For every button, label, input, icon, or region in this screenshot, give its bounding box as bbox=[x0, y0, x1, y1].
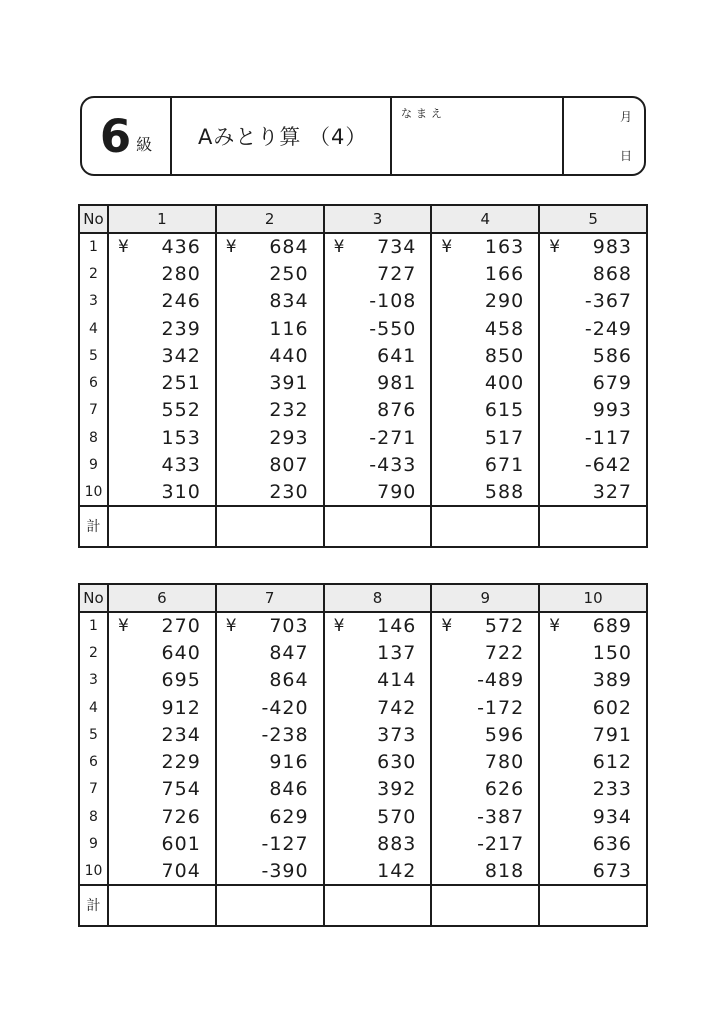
value-cell bbox=[324, 369, 432, 396]
value-cell bbox=[108, 667, 216, 694]
grade-number: 6 bbox=[99, 109, 132, 163]
value-cell bbox=[539, 369, 647, 396]
value-cell bbox=[324, 639, 432, 666]
value-cell bbox=[324, 748, 432, 775]
table-row bbox=[79, 315, 647, 342]
column-header: 9 bbox=[431, 584, 539, 612]
value: 392 bbox=[377, 778, 417, 801]
yen-symbol: ¥ bbox=[118, 237, 129, 258]
value-cell bbox=[324, 233, 432, 260]
table-row bbox=[79, 288, 647, 315]
name-field bbox=[392, 98, 564, 174]
value: 834 bbox=[269, 290, 309, 313]
value-cell bbox=[216, 233, 324, 260]
value: 433 bbox=[161, 454, 201, 477]
total-answer-cell bbox=[324, 885, 432, 926]
table-row bbox=[79, 424, 647, 451]
table-row bbox=[79, 397, 647, 424]
yen-symbol: ¥ bbox=[333, 616, 345, 637]
value: 671 bbox=[484, 454, 525, 477]
table-row bbox=[79, 612, 647, 639]
grade-cell bbox=[82, 98, 172, 174]
value: 400 bbox=[484, 372, 525, 395]
value: 373 bbox=[377, 723, 417, 746]
value-cell bbox=[539, 803, 647, 830]
row-number: 8 bbox=[79, 803, 108, 830]
table-row bbox=[79, 639, 647, 666]
value-cell bbox=[324, 397, 432, 424]
value: 166 bbox=[484, 262, 525, 285]
value: 630 bbox=[377, 751, 417, 774]
total-answer-cell bbox=[108, 506, 216, 547]
value: 517 bbox=[484, 426, 525, 449]
month-label: 月 bbox=[619, 110, 632, 124]
value: -238 bbox=[261, 723, 309, 746]
total-answer-cell bbox=[539, 506, 647, 547]
value: 458 bbox=[484, 317, 525, 340]
value-cell bbox=[108, 424, 216, 451]
value-cell bbox=[431, 397, 539, 424]
value: 981 bbox=[377, 372, 417, 395]
value: 847 bbox=[269, 641, 309, 664]
value-cell bbox=[108, 288, 216, 315]
value-cell bbox=[431, 612, 539, 639]
yen-symbol: ¥ bbox=[441, 616, 453, 637]
value: 695 bbox=[161, 669, 201, 692]
value: 684 bbox=[269, 236, 309, 259]
row-number: 9 bbox=[79, 830, 108, 857]
table-row bbox=[79, 776, 647, 803]
value: 615 bbox=[484, 399, 525, 422]
value: 150 bbox=[592, 641, 632, 664]
value: 636 bbox=[592, 833, 632, 856]
value-cell bbox=[539, 397, 647, 424]
problems-table-6-10 bbox=[78, 583, 648, 927]
total-answer-cell bbox=[216, 885, 324, 926]
value: 726 bbox=[161, 805, 201, 828]
value-cell bbox=[431, 803, 539, 830]
value-cell bbox=[539, 612, 647, 639]
row-number: 5 bbox=[79, 342, 108, 369]
total-answer-cell bbox=[216, 506, 324, 547]
value-cell bbox=[324, 858, 432, 885]
column-header: 8 bbox=[324, 584, 432, 612]
value: 640 bbox=[161, 641, 201, 664]
total-label: 計 bbox=[79, 885, 108, 926]
value: 883 bbox=[377, 833, 417, 856]
value-cell bbox=[324, 694, 432, 721]
value-cell bbox=[108, 369, 216, 396]
total-answer-cell bbox=[539, 885, 647, 926]
value: -433 bbox=[369, 454, 417, 477]
value-cell bbox=[108, 315, 216, 342]
column-header: 5 bbox=[539, 205, 647, 233]
table-row bbox=[79, 451, 647, 478]
value: 722 bbox=[484, 641, 525, 664]
value: 270 bbox=[161, 615, 201, 638]
value-cell bbox=[431, 694, 539, 721]
value-cell bbox=[216, 694, 324, 721]
value: 742 bbox=[377, 696, 417, 719]
table-row bbox=[79, 858, 647, 885]
value-cell bbox=[431, 315, 539, 342]
value-cell bbox=[108, 803, 216, 830]
value: 588 bbox=[484, 480, 525, 503]
yen-symbol: ¥ bbox=[549, 237, 561, 258]
value: 727 bbox=[377, 262, 417, 285]
column-header: 3 bbox=[324, 205, 432, 233]
value: 876 bbox=[377, 399, 417, 422]
value: -642 bbox=[584, 454, 632, 477]
value: 790 bbox=[377, 480, 417, 503]
table-row bbox=[79, 479, 647, 506]
value: 673 bbox=[592, 859, 632, 882]
value: 280 bbox=[161, 262, 201, 285]
column-header: 2 bbox=[216, 205, 324, 233]
value-cell bbox=[431, 233, 539, 260]
row-number: 7 bbox=[79, 776, 108, 803]
row-number: 1 bbox=[79, 612, 108, 639]
value-cell bbox=[216, 748, 324, 775]
value-cell bbox=[431, 776, 539, 803]
value: 596 bbox=[484, 723, 525, 746]
value: 233 bbox=[592, 778, 632, 801]
yen-symbol: ¥ bbox=[441, 237, 453, 258]
value: 734 bbox=[377, 236, 417, 259]
value-cell bbox=[216, 397, 324, 424]
value-cell bbox=[108, 397, 216, 424]
value: -127 bbox=[261, 833, 309, 856]
row-number: 8 bbox=[79, 424, 108, 451]
value-cell bbox=[216, 667, 324, 694]
value: 391 bbox=[269, 372, 309, 395]
value: 290 bbox=[484, 290, 525, 313]
value: 641 bbox=[377, 344, 417, 367]
table-row bbox=[79, 667, 647, 694]
value-cell bbox=[431, 288, 539, 315]
value: 414 bbox=[377, 669, 417, 692]
table-row bbox=[79, 369, 647, 396]
value-cell bbox=[216, 612, 324, 639]
value: 679 bbox=[592, 372, 632, 395]
value: 440 bbox=[269, 344, 309, 367]
value-cell bbox=[216, 260, 324, 287]
value-cell bbox=[108, 260, 216, 287]
name-label: なまえ bbox=[401, 107, 446, 120]
row-number: 5 bbox=[79, 721, 108, 748]
value: 142 bbox=[377, 859, 417, 882]
yen-symbol: ¥ bbox=[225, 616, 237, 637]
row-number: 2 bbox=[79, 639, 108, 666]
value: -367 bbox=[584, 290, 632, 313]
value: -217 bbox=[477, 833, 525, 856]
value: 137 bbox=[377, 641, 417, 664]
value: 229 bbox=[161, 751, 201, 774]
row-number: 6 bbox=[79, 748, 108, 775]
value-cell bbox=[324, 315, 432, 342]
value: -550 bbox=[369, 317, 417, 340]
value: -390 bbox=[261, 859, 309, 882]
value-cell bbox=[108, 479, 216, 506]
value: 780 bbox=[484, 751, 525, 774]
row-number: 3 bbox=[79, 667, 108, 694]
yen-symbol: ¥ bbox=[549, 616, 561, 637]
value-cell bbox=[431, 424, 539, 451]
value: 807 bbox=[269, 454, 309, 477]
value-cell bbox=[431, 858, 539, 885]
value: 251 bbox=[161, 372, 201, 395]
value: 552 bbox=[161, 399, 201, 422]
value-cell bbox=[539, 830, 647, 857]
value: 342 bbox=[161, 344, 201, 367]
value-cell bbox=[539, 479, 647, 506]
value: 572 bbox=[484, 615, 525, 638]
value-cell bbox=[216, 721, 324, 748]
value: 234 bbox=[161, 723, 201, 746]
value: -271 bbox=[369, 426, 417, 449]
value-cell bbox=[539, 315, 647, 342]
row-number: 1 bbox=[79, 233, 108, 260]
value-cell bbox=[539, 342, 647, 369]
value-cell bbox=[108, 451, 216, 478]
value-cell bbox=[108, 748, 216, 775]
value: 163 bbox=[484, 236, 525, 259]
value-cell bbox=[431, 260, 539, 287]
value: 146 bbox=[377, 615, 417, 638]
value-cell bbox=[539, 748, 647, 775]
value: -387 bbox=[477, 805, 525, 828]
total-answer-cell bbox=[324, 506, 432, 547]
table-row bbox=[79, 721, 647, 748]
value: 689 bbox=[592, 615, 632, 638]
value: 850 bbox=[484, 344, 525, 367]
value: 912 bbox=[161, 696, 201, 719]
value-cell bbox=[108, 233, 216, 260]
value: -108 bbox=[369, 290, 417, 313]
value: 626 bbox=[484, 778, 525, 801]
total-row bbox=[79, 506, 647, 547]
no-column-header: No bbox=[79, 205, 108, 233]
value-cell bbox=[539, 451, 647, 478]
value: 791 bbox=[592, 723, 632, 746]
value-cell bbox=[108, 858, 216, 885]
row-number: 9 bbox=[79, 451, 108, 478]
problems-table-1-5 bbox=[78, 204, 648, 548]
row-number: 3 bbox=[79, 288, 108, 315]
row-number: 4 bbox=[79, 694, 108, 721]
grade-suffix: 級 bbox=[136, 134, 153, 154]
value: 846 bbox=[269, 778, 309, 801]
row-number: 10 bbox=[79, 858, 108, 885]
value-cell bbox=[539, 260, 647, 287]
value-cell bbox=[324, 830, 432, 857]
column-header: 1 bbox=[108, 205, 216, 233]
value-cell bbox=[216, 639, 324, 666]
value: 612 bbox=[592, 751, 632, 774]
value: 116 bbox=[269, 317, 309, 340]
value: 703 bbox=[269, 615, 309, 638]
value-cell bbox=[539, 639, 647, 666]
no-column-header: No bbox=[79, 584, 108, 612]
table-row bbox=[79, 233, 647, 260]
value-cell bbox=[324, 721, 432, 748]
row-number: 7 bbox=[79, 397, 108, 424]
value-cell bbox=[108, 612, 216, 639]
value-cell bbox=[216, 288, 324, 315]
value-cell bbox=[108, 694, 216, 721]
value-cell bbox=[431, 721, 539, 748]
value: 983 bbox=[592, 236, 632, 259]
table-row bbox=[79, 803, 647, 830]
value: 570 bbox=[377, 805, 417, 828]
value: 818 bbox=[484, 859, 525, 882]
row-number: 2 bbox=[79, 260, 108, 287]
total-answer-cell bbox=[431, 506, 539, 547]
value-cell bbox=[431, 748, 539, 775]
value-cell bbox=[216, 451, 324, 478]
row-number: 4 bbox=[79, 315, 108, 342]
value-cell bbox=[216, 858, 324, 885]
row-number: 6 bbox=[79, 369, 108, 396]
value-cell bbox=[216, 776, 324, 803]
value-cell bbox=[539, 233, 647, 260]
value: -172 bbox=[477, 696, 525, 719]
value: 868 bbox=[592, 262, 632, 285]
value-cell bbox=[539, 776, 647, 803]
table-row bbox=[79, 748, 647, 775]
value: 230 bbox=[269, 480, 309, 503]
column-header: 10 bbox=[539, 584, 647, 612]
table-row bbox=[79, 260, 647, 287]
value: 601 bbox=[161, 833, 201, 856]
value-cell bbox=[216, 424, 324, 451]
value-cell bbox=[324, 260, 432, 287]
value-cell bbox=[539, 721, 647, 748]
value: -489 bbox=[477, 669, 525, 692]
value-cell bbox=[216, 369, 324, 396]
yen-symbol: ¥ bbox=[118, 616, 129, 637]
table-row bbox=[79, 694, 647, 721]
value: 934 bbox=[592, 805, 632, 828]
value-cell bbox=[431, 451, 539, 478]
value-cell bbox=[324, 424, 432, 451]
yen-symbol: ¥ bbox=[225, 237, 237, 258]
day-label: 日 bbox=[619, 149, 632, 163]
value-cell bbox=[431, 639, 539, 666]
value: 293 bbox=[269, 426, 309, 449]
total-answer-cell bbox=[431, 885, 539, 926]
column-header: 7 bbox=[216, 584, 324, 612]
value: 310 bbox=[161, 480, 201, 503]
value: 389 bbox=[592, 669, 632, 692]
value-cell bbox=[324, 803, 432, 830]
value: 993 bbox=[592, 399, 632, 422]
total-answer-cell bbox=[108, 885, 216, 926]
value: 586 bbox=[592, 344, 632, 367]
table-row bbox=[79, 342, 647, 369]
value: 327 bbox=[592, 480, 632, 503]
value-cell bbox=[324, 342, 432, 369]
value: -420 bbox=[261, 696, 309, 719]
value-cell bbox=[431, 667, 539, 694]
value-cell bbox=[539, 288, 647, 315]
value-cell bbox=[324, 776, 432, 803]
value-cell bbox=[324, 288, 432, 315]
value: 916 bbox=[269, 751, 309, 774]
value: 864 bbox=[269, 669, 309, 692]
value: 153 bbox=[161, 426, 201, 449]
value-cell bbox=[324, 451, 432, 478]
total-label: 計 bbox=[79, 506, 108, 547]
value: 232 bbox=[269, 399, 309, 422]
value-cell bbox=[108, 342, 216, 369]
value-cell bbox=[431, 479, 539, 506]
value: 629 bbox=[269, 805, 309, 828]
value-cell bbox=[216, 830, 324, 857]
yen-symbol: ¥ bbox=[333, 237, 345, 258]
value-cell bbox=[431, 830, 539, 857]
value: 250 bbox=[269, 262, 309, 285]
value-cell bbox=[216, 315, 324, 342]
value-cell bbox=[539, 694, 647, 721]
value-cell bbox=[324, 667, 432, 694]
value-cell bbox=[108, 721, 216, 748]
value-cell bbox=[216, 479, 324, 506]
value: 246 bbox=[161, 290, 201, 313]
date-field bbox=[564, 98, 644, 174]
value: 704 bbox=[161, 859, 201, 882]
table-row bbox=[79, 830, 647, 857]
column-header: 4 bbox=[431, 205, 539, 233]
value: -117 bbox=[584, 426, 632, 449]
worksheet-header bbox=[80, 96, 646, 176]
page-title: Aみとり算 （4） bbox=[198, 125, 368, 149]
value-cell bbox=[108, 830, 216, 857]
value-cell bbox=[216, 803, 324, 830]
value-cell bbox=[324, 479, 432, 506]
value-cell bbox=[431, 369, 539, 396]
value-cell bbox=[216, 342, 324, 369]
value-cell bbox=[108, 639, 216, 666]
value: 239 bbox=[161, 317, 201, 340]
value-cell bbox=[539, 858, 647, 885]
column-header: 6 bbox=[108, 584, 216, 612]
value: -249 bbox=[584, 317, 632, 340]
value-cell bbox=[539, 667, 647, 694]
value: 754 bbox=[161, 778, 201, 801]
value-cell bbox=[539, 424, 647, 451]
worksheet-title-cell bbox=[172, 98, 392, 174]
value-cell bbox=[108, 776, 216, 803]
value-cell bbox=[324, 612, 432, 639]
total-row bbox=[79, 885, 647, 926]
value: 436 bbox=[161, 236, 201, 259]
value: 602 bbox=[592, 696, 632, 719]
row-number: 10 bbox=[79, 479, 108, 506]
value-cell bbox=[431, 342, 539, 369]
